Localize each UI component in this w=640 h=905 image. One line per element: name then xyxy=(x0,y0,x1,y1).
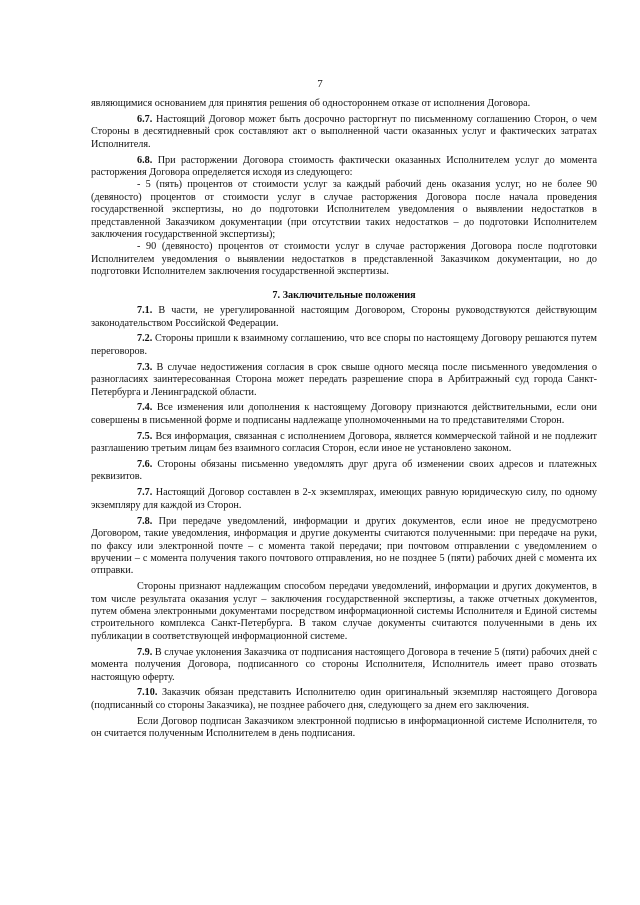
clause-7-5 xyxy=(91,431,597,456)
clause-number: 7.10. xyxy=(137,687,158,699)
clause-number: 7.3. xyxy=(137,361,153,373)
clause-number: 7.2. xyxy=(137,333,153,345)
section-title: 7. Заключительные положения xyxy=(272,289,416,301)
clause-7-4 xyxy=(91,402,597,427)
clause-text: Все изменения или дополнения к настоящему Договору признаются действительными, если они совершены в письменной форме и подписаны надлежаще уполномоченными на то представителями Сторон. xyxy=(91,402,597,426)
clause-text: Стороны обязаны письменно уведомлять друг друга об изменении своих адресов и платежных реквизитов. xyxy=(91,459,597,483)
clause-text: В случае недостижения согласия в срок свыше одного месяца после письменного уведомления о разногласиях заинтересованная Сторона может передать разрешение спора в Арбитражный суд города Санкт-Петербурга и Ленинградской области. xyxy=(91,361,597,398)
clause-7-10 xyxy=(91,687,597,712)
clause-number: 6.8. xyxy=(137,154,153,166)
clause-number: 7.6. xyxy=(137,459,153,471)
clause-text: Если Договор подписан Заказчиком электронной подписью в информационной системе Исполнителя, то он считается полученным Исполнителем в день подписания. xyxy=(91,715,597,740)
clause-6-7 xyxy=(91,114,597,151)
list-item-text: - 5 (пять) процентов от стоимости услуг за каждый рабочий день оказания услуг, но не более 90 (девяносто) процентов от стоимости услуг в случае расторжения Договора после начала проведения государственной экспертизы, но до подготовки Исполнителем уведомления о выявлении недостатков в представленной Заказчиком документации (при отсутствии таких недостатков – до подготовки Исполнителем заключения государственной экспертизы); xyxy=(91,179,597,241)
clause-text: Вся информация, связанная с исполнением Договора, является коммерческой тайной и не подлежит разглашению третьим лицам без взаимного согласия Сторон, если иное не установлено законом. xyxy=(91,430,597,455)
clause-number: 7.7. xyxy=(137,487,153,499)
clause-text: Стороны пришли к взаимному соглашению, что все споры по настоящему Договору решаются путем переговоров. xyxy=(91,333,597,357)
page-number: 7 xyxy=(317,78,323,90)
clause-7-6 xyxy=(91,459,597,484)
clause-7-8 xyxy=(91,516,597,578)
clause-number: 7.8. xyxy=(137,515,153,527)
clause-text: При передаче уведомлений, информации и других документов, если иное не предусмотрено Договором, такие уведомления, информация и другие документы считаются полученными: при передаче на руки, по факсу или электронной почте – с момента такой передачи; при почтовом отправлении с уведомлением о вручении – с момента получения такого почтового отправления, но не позднее 5 (пяти) рабочих дней с момента их отправки. xyxy=(91,515,597,577)
clause-text: Настоящий Договор составлен в 2-х экземплярах, имеющих равную юридическую силу, по одному экземпляру для каждой из Сторон. xyxy=(91,487,597,511)
paragraph-continuation xyxy=(91,98,597,110)
clause-text: Настоящий Договор может быть досрочно расторгнут по письменному соглашению Сторон, о чем Стороны в десятидневный срок составляют акт о выполненной части оказанных услуг и фактических затратах Исполнителя. xyxy=(91,113,597,150)
clause-text: Заказчик обязан представить Исполнителю один оригинальный экземпляр настоящего Договора (подписанный со стороны Заказчика), не позднее рабочего дня, следующего за днем его заключения. xyxy=(91,687,597,711)
clause-number: 7.9. xyxy=(137,646,153,658)
clause-7-10-continuation xyxy=(91,716,597,741)
document-body xyxy=(91,98,597,741)
paragraph-text: являющимися основанием для принятия решения об одностороннем отказе от исполнения Договора. xyxy=(91,98,531,109)
clause-7-1 xyxy=(91,305,597,330)
clause-number: 7.5. xyxy=(137,430,153,442)
clause-text: При расторжении Договора стоимость фактически оказанных Исполнителем услуг до момента расторжения Договора определяется исходя из следующего: xyxy=(91,154,597,179)
clause-7-8-continuation xyxy=(91,581,597,643)
clause-7-2 xyxy=(91,333,597,358)
list-item-5-percent xyxy=(91,179,597,241)
clause-7-3 xyxy=(91,362,597,399)
clause-text: В части, не урегулированной настоящим Договором, Стороны руководствуются действующим законодательством Российской Федерации. xyxy=(91,305,597,329)
list-item-90-percent xyxy=(91,241,597,278)
clause-number: 7.4. xyxy=(137,402,153,414)
clause-number: 6.7. xyxy=(137,113,153,125)
list-item-text: - 90 (девяносто) процентов от стоимости услуг в случае расторжения Договора после подготовки Исполнителем уведомления о выявлении недостатков в представленной Заказчиком документации, но до подготовки Исполнителем заключения государственной экспертизы. xyxy=(91,241,597,278)
clause-number: 7.1. xyxy=(137,305,153,317)
clause-6-8 xyxy=(91,155,597,180)
clause-7-7 xyxy=(91,487,597,512)
clause-7-9 xyxy=(91,647,597,684)
clause-text: В случае уклонения Заказчика от подписания настоящего Договора в течение 5 (пяти) рабочих дней с момента получения Договора, подписанного со стороны Исполнителя, Исполнитель имеет право отозвать настоящую оферту. xyxy=(91,646,597,683)
clause-text: Стороны признают надлежащим способом передачи уведомлений, информации и других документов, в том числе результата оказания услуг – заключения государственной экспертизы, а также отчетных документов, путем обмена электронными документами посредством информационной системы Исполнителя и Единой системы строительного комплекса Санкт-Петербурга. В таком случае документы считаются полученными в день их публикации в соответствующей информационной системе. xyxy=(91,581,597,642)
